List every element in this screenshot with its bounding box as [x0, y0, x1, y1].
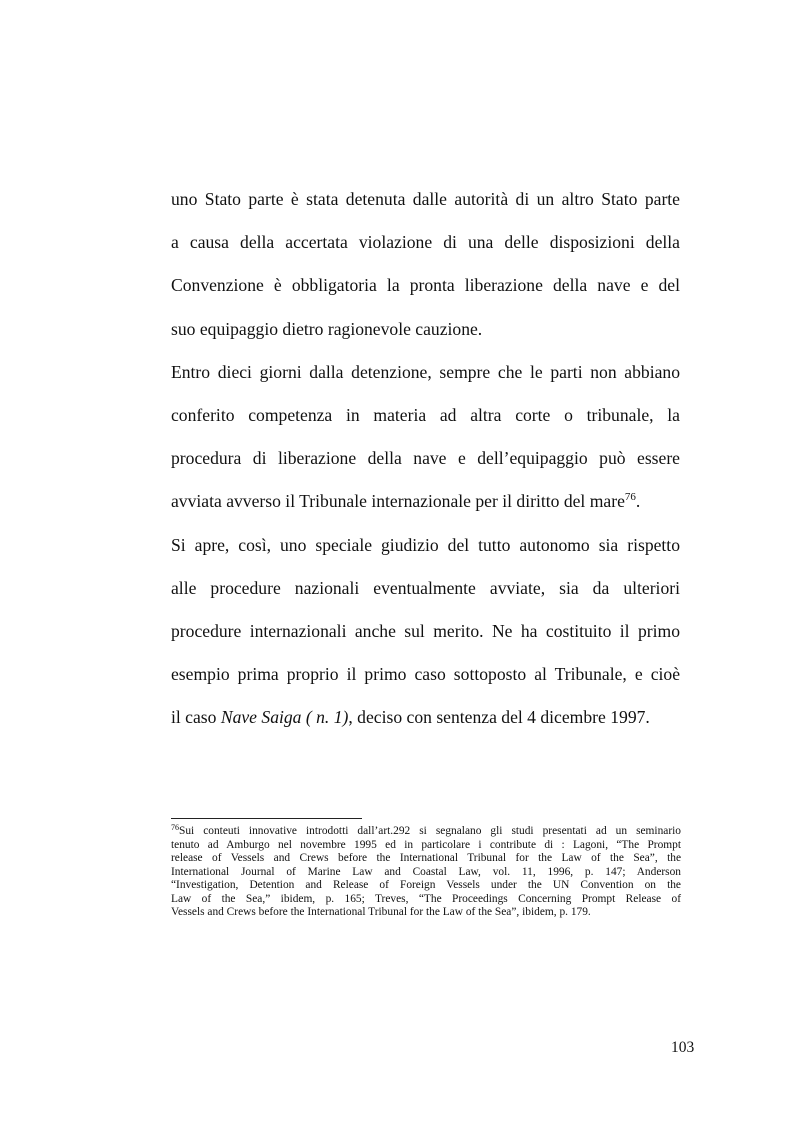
- body-line-text: il caso: [171, 707, 221, 728]
- footnote-divider: [171, 818, 362, 819]
- footnote-line: Vessels and Crews before the International Tribunal for the Law of the Sea”, ibidem, p. 179.: [171, 906, 591, 918]
- body-line: conferito competenza in materia ad altra corte o tribunale, la: [171, 404, 680, 425]
- body-line: Si apre, così, uno speciale giudizio del tutto autonomo sia rispetto: [171, 534, 680, 555]
- body-line-text: avviata avverso il Tribunale internazionale per il diritto del mare: [171, 491, 625, 512]
- main-text: [171, 184, 680, 745]
- body-line: esempio prima proprio il primo caso sottoposto al Tribunale, e cioè: [171, 664, 680, 685]
- body-line: Entro dieci giorni dalla detenzione, sempre che le parti non abbiano: [171, 361, 680, 382]
- body-line: uno Stato parte è stata detenuta dalle autorità di un altro Stato parte: [171, 189, 680, 209]
- footnote-line: release of Vessels and Crews before the International Tribunal for the Law of the Sea”, the: [171, 852, 681, 864]
- body-line-period: .: [635, 491, 641, 512]
- footnote-number: 76: [171, 823, 179, 832]
- body-line: suo equipaggio dietro ragionevole cauzione.: [171, 318, 483, 339]
- footnote: [171, 825, 681, 920]
- footnote-line: Law of the Sea,” ibidem, p. 165; Treves, “The Proceedings Concerning Prompt Release of: [171, 892, 681, 905]
- footnote-text: Sui conteuti innovative introdotti dall’art.292 si segnalano gli studi presentati ad un seminario: [179, 825, 681, 837]
- footnote-line: [171, 825, 681, 839]
- footnote-reference: 76: [624, 491, 636, 504]
- footnote-line: “Investigation, Detention and Release of Foreign Vessels under the UN Convention on the: [171, 879, 681, 891]
- footnote-line: International Journal of Marine Law and Coastal Law, vol. 11, 1996, p. 147; Anderson: [171, 865, 681, 878]
- body-line: Convenzione è obbligatoria la pronta liberazione della nave e del: [171, 275, 680, 296]
- body-line: procedura di liberazione della nave e dell’equipaggio può essere: [171, 448, 680, 469]
- body-line: [171, 702, 680, 745]
- body-line-text: , deciso con sentenza del 4 dicembre 1997.: [348, 707, 650, 728]
- body-line: a causa della accertata violazione di una delle disposizioni della: [171, 232, 680, 253]
- page-number: 103: [671, 1039, 695, 1056]
- body-line: alle procedure nazionali eventualmente avviate, sia da ulteriori: [171, 577, 680, 598]
- case-name: Nave Saiga ( n. 1): [220, 707, 349, 728]
- footnote-line: tenuto ad Amburgo nel novembre 1995 ed in particolare i contribute di : Lagoni, “The Prompt: [171, 838, 681, 851]
- body-line: [171, 486, 680, 529]
- body-line: procedure internazionali anche sul merito. Ne ha costituito il primo: [171, 620, 680, 641]
